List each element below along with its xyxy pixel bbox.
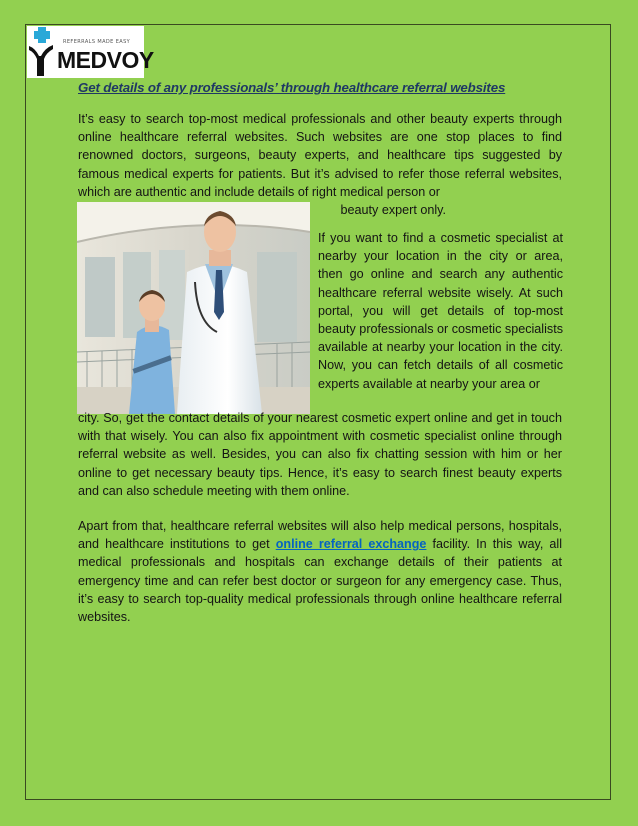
paragraph-3-start: Apart from that, healthcare referral websites will also help medical persons, hospitals, and healthcare institutions to get [78,519,562,552]
paragraph-3-end: facility. In this way, all medical professionals and hospitals can exchange details of their patients at emergency time and can refer best doctor or surgeon for any emergency case. Thus, it’s easy to search top-quality medical professionals through online healthcare referral websites. [78,537,563,625]
brand-tagline: REFERRALS MADE EASY [63,39,131,45]
doctor-photo [77,202,310,414]
doctor-and-nurse-illustration [77,202,310,414]
brand-name: MEDVOY [57,47,154,73]
article-title: Get details of any professionals’ through healthcare referral websites [78,80,506,95]
paragraph-3 [78,517,562,626]
medvoy-logo [27,26,154,78]
paragraph-1-end: beauty expert only. [340,203,446,218]
online-referral-exchange-link[interactable]: online referral exchange [275,537,427,552]
paragraph-1-text: It’s easy to search top-most medical professionals and other beauty experts through online healthcare referral websites. Such websites are one stop places to find renowned doctors, surgeons, beauty experts, and healthcare tips suggested by famous medical experts for patients. But it’s advised to refer those referral websites, which are authentic and include details of right medical person or [78,112,562,199]
paragraph-2-column: If you want to find a cosmetic specialist at nearby your location in the city or area, then go online and search any authentic healthcare referral website wisely. At such portal, you will get details of top-most beauty professionals or cosmetic specialists available at nearby your location in the city. Now, you can fetch details of all cosmetic experts available at nearby your area or [318,231,563,391]
paragraph-2-continued: city. So, get the contact details of your nearest cosmetic expert online and get in touch with that wisely. You can also fix appointment with cosmetic specialist online through referral website as well. Besides, you can also fix chatting session with him or her online to get necessary beauty tips. Hence, it’s easy to search finest beauty experts and can also schedule meeting with them online. [78,411,562,498]
